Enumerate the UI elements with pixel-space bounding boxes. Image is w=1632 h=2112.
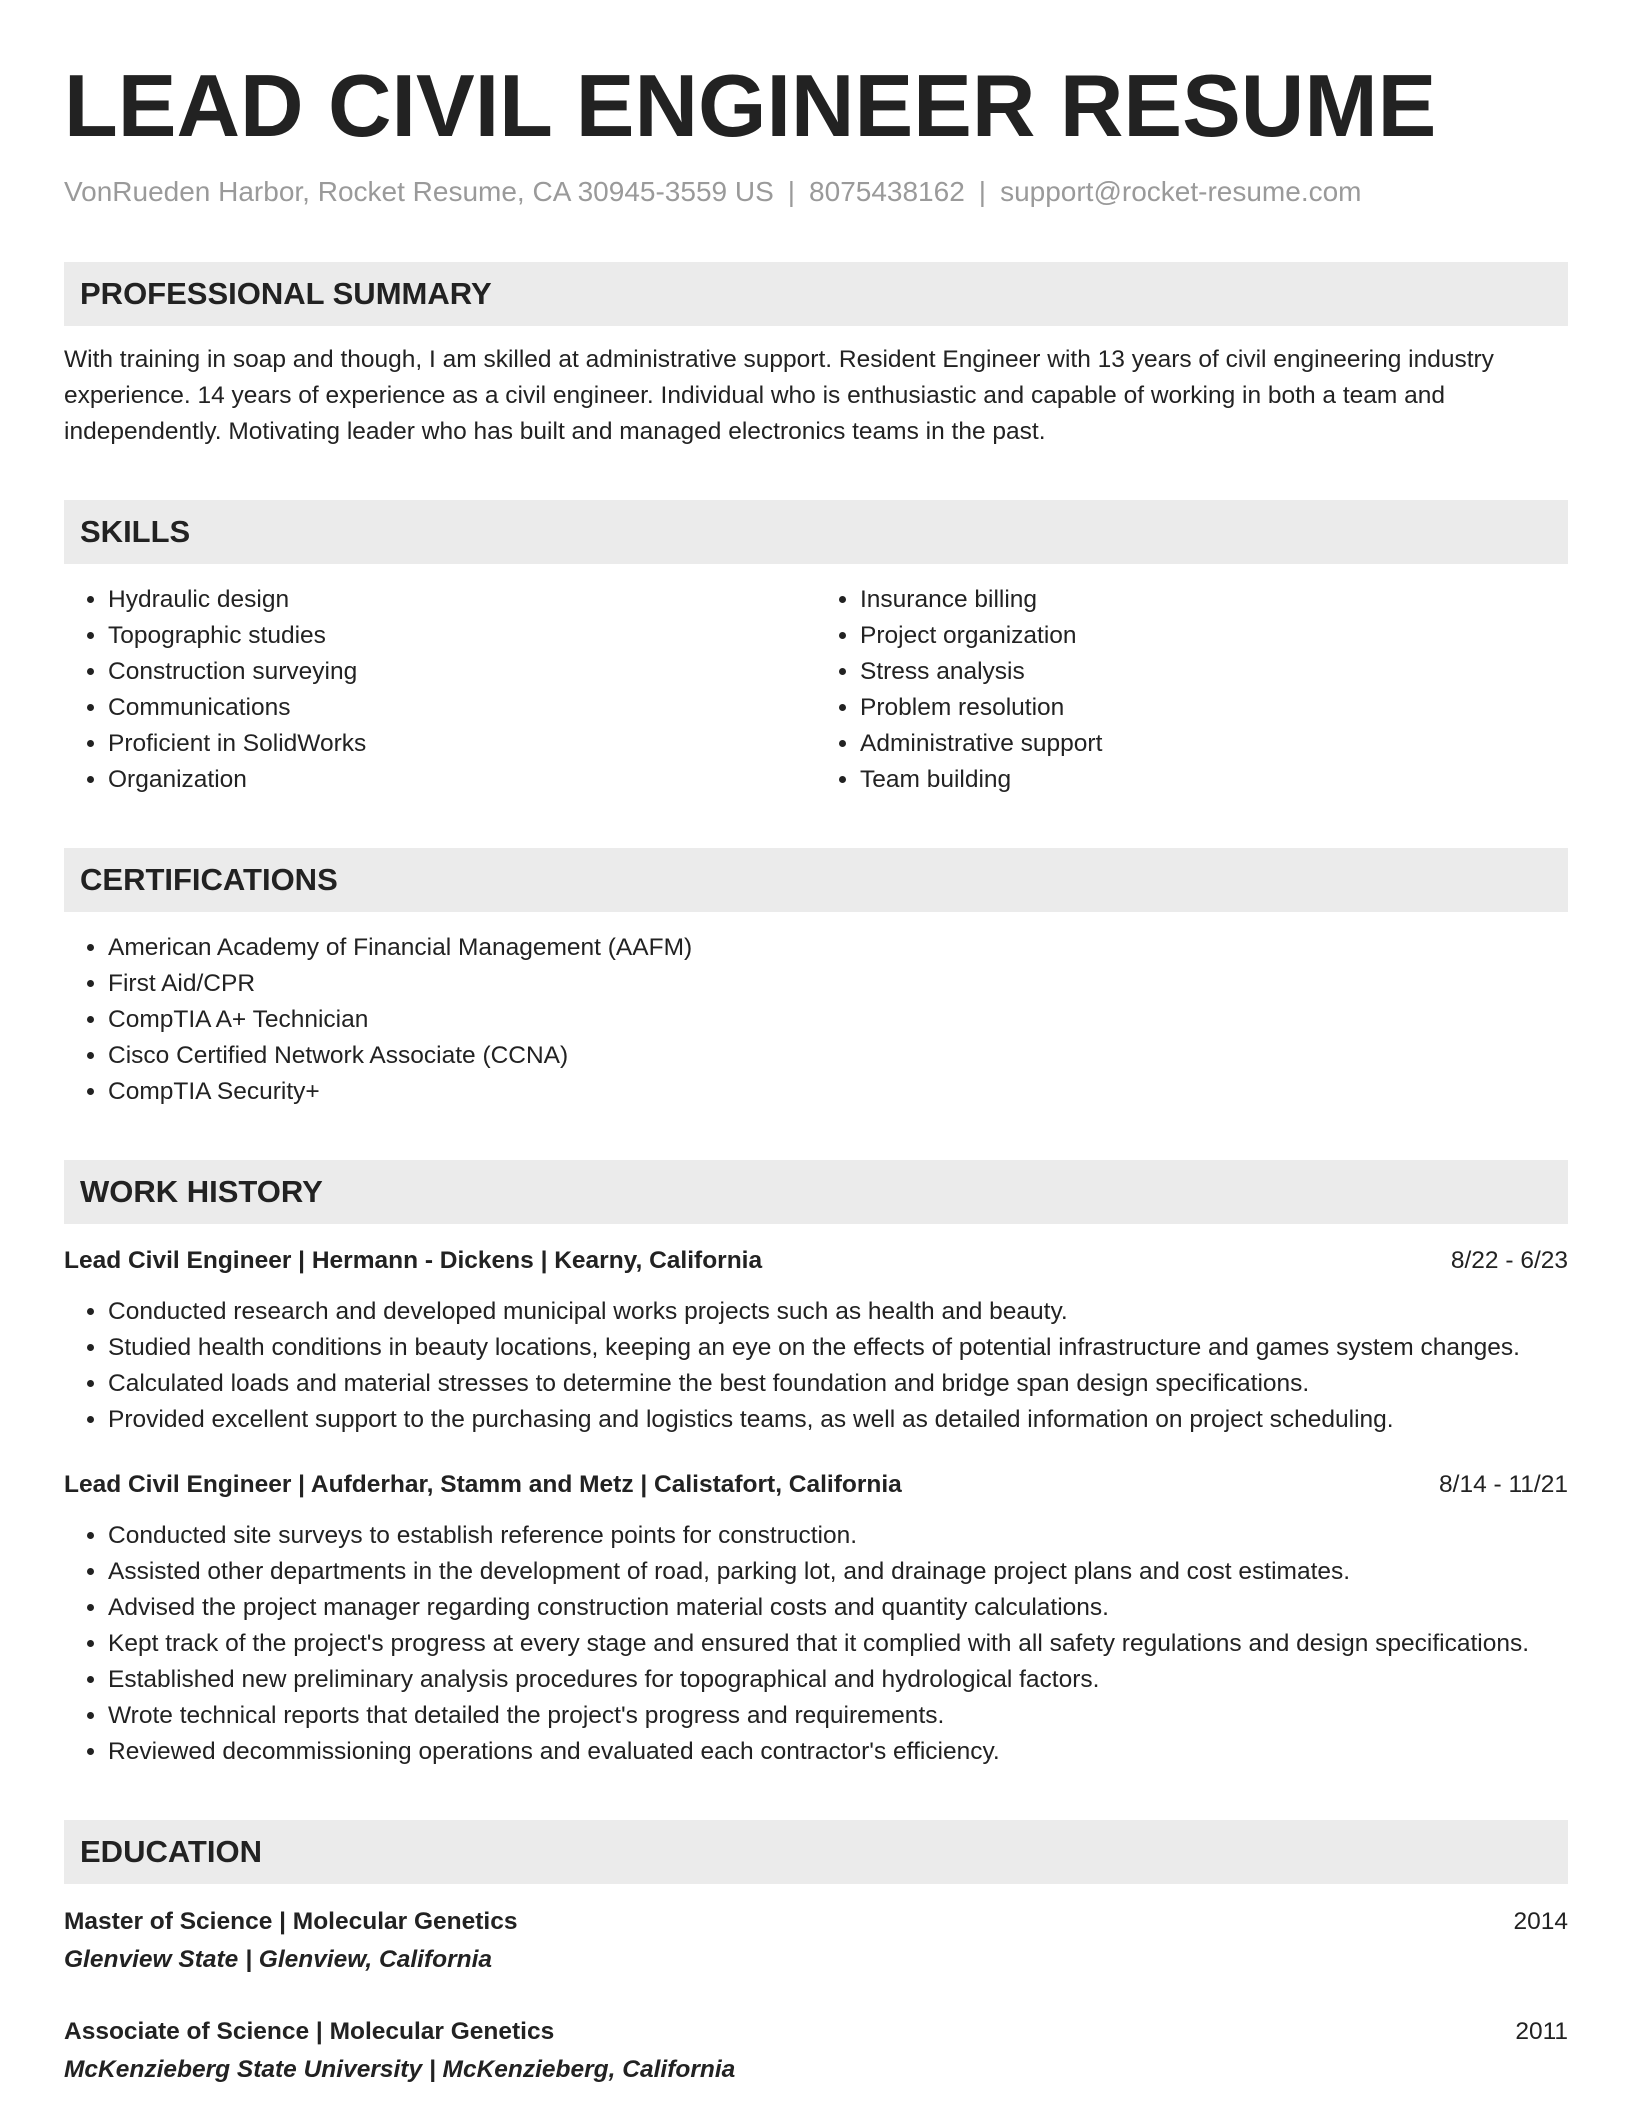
section-heading-certifications: CERTIFICATIONS (64, 848, 1568, 912)
skill-item: • Stress analysis (860, 654, 1568, 690)
certification-item: • American Academy of Financial Management (AAFM) (108, 930, 1568, 966)
job-dates: 8/22 - 6/23 (1450, 1247, 1568, 1274)
education-degree: Master of Science | Molecular Genetics (64, 1908, 518, 1935)
contact-line (64, 172, 1568, 212)
job-duty-item: • Kept track of the project's progress at every stage and ensured that it complied with all safety regulations and design specifications. (108, 1626, 1568, 1662)
section-heading-work-history: WORK HISTORY (64, 1160, 1568, 1224)
skill-item: • Insurance billing (860, 582, 1568, 618)
certification-item: • CompTIA A+ Technician (108, 1002, 1568, 1038)
education-year: 2014 (1513, 1908, 1568, 1935)
contact-separator: | (978, 176, 987, 207)
job-duties-list (64, 1518, 1568, 1770)
skill-item: • Project organization (860, 618, 1568, 654)
education-header (64, 2014, 1568, 2050)
section-heading-summary: PROFESSIONAL SUMMARY (64, 262, 1568, 326)
education-degree: Associate of Science | Molecular Genetics (64, 2018, 555, 2045)
job-duty-item: • Established new preliminary analysis procedures for topographical and hydrological factors. (108, 1662, 1568, 1698)
section-heading-skills: SKILLS (64, 500, 1568, 564)
job-duty-item: • Studied health conditions in beauty locations, keeping an eye on the effects of potential infrastructure and games system changes. (108, 1330, 1568, 1366)
skills-list-left (64, 582, 816, 798)
skill-item: • Communications (108, 690, 816, 726)
job-duty-item: • Provided excellent support to the purchasing and logistics teams, as well as detailed information on project scheduling. (108, 1402, 1568, 1438)
certifications-list (64, 930, 1568, 1110)
skill-item: • Construction surveying (108, 654, 816, 690)
job-entry (64, 1468, 1568, 1770)
job-duty-item: • Conducted research and developed municipal works projects such as health and beauty. (108, 1294, 1568, 1330)
job-title: Lead Civil Engineer | Aufderhar, Stamm and Metz | Calistafort, California (64, 1471, 902, 1498)
job-duty-item: • Reviewed decommissioning operations and evaluated each contractor's efficiency. (108, 1734, 1568, 1770)
contact-address: VonRueden Harbor, Rocket Resume, CA 30945-3559 US (64, 176, 774, 207)
job-duty-item: • Assisted other departments in the development of road, parking lot, and drainage project plans and cost estimates. (108, 1554, 1568, 1590)
job-duty-item: • Wrote technical reports that detailed the project's progress and requirements. (108, 1698, 1568, 1734)
job-entry (64, 1244, 1568, 1438)
certification-item: • Cisco Certified Network Associate (CCNA) (108, 1038, 1568, 1074)
education-entry (64, 1904, 1568, 1978)
contact-email: support@rocket-resume.com (1000, 176, 1362, 207)
skill-item: • Topographic studies (108, 618, 816, 654)
summary-text: With training in soap and though, I am skilled at administrative support. Resident Engineer with 13 years of civil engineering industry experience. 14 years of experience as a civil engineer. Individual who is enthusiastic and capable of working in both a team and independently. Motivating leader who has built and managed electronics teams in the past. (64, 346, 1494, 445)
job-header (64, 1244, 1568, 1278)
education-header (64, 1904, 1568, 1940)
certification-item: • CompTIA Security+ (108, 1074, 1568, 1110)
contact-phone: 8075438162 (809, 176, 965, 207)
education-school: Glenview State | Glenview, California (64, 1946, 493, 1973)
certification-item: • First Aid/CPR (108, 966, 1568, 1002)
job-dates: 8/14 - 11/21 (1439, 1471, 1568, 1498)
resume-title: LEAD CIVIL ENGINEER RESUME (64, 56, 1437, 155)
education-year: 2011 (1515, 2018, 1568, 2045)
skills-list-right (816, 582, 1568, 798)
job-duties-list (64, 1294, 1568, 1438)
skill-item: • Organization (108, 762, 816, 798)
skills-grid (64, 582, 1568, 798)
skill-item: • Team building (860, 762, 1568, 798)
section-heading-education: EDUCATION (64, 1820, 1568, 1884)
job-title: Lead Civil Engineer | Hermann - Dickens | Kearny, California (64, 1247, 763, 1274)
education-entry (64, 2014, 1568, 2088)
education-school: McKenzieberg State University | McKenzieberg, California (64, 2056, 736, 2083)
skill-item: • Administrative support (860, 726, 1568, 762)
contact-separator: | (787, 176, 796, 207)
job-duty-item: • Calculated loads and material stresses to determine the best foundation and bridge span design specifications. (108, 1366, 1568, 1402)
skill-item: • Proficient in SolidWorks (108, 726, 816, 762)
skill-item: • Problem resolution (860, 690, 1568, 726)
skill-item: • Hydraulic design (108, 582, 816, 618)
job-duty-item: • Conducted site surveys to establish reference points for construction. (108, 1518, 1568, 1554)
job-header (64, 1468, 1568, 1502)
job-duty-item: • Advised the project manager regarding construction material costs and quantity calculations. (108, 1590, 1568, 1626)
